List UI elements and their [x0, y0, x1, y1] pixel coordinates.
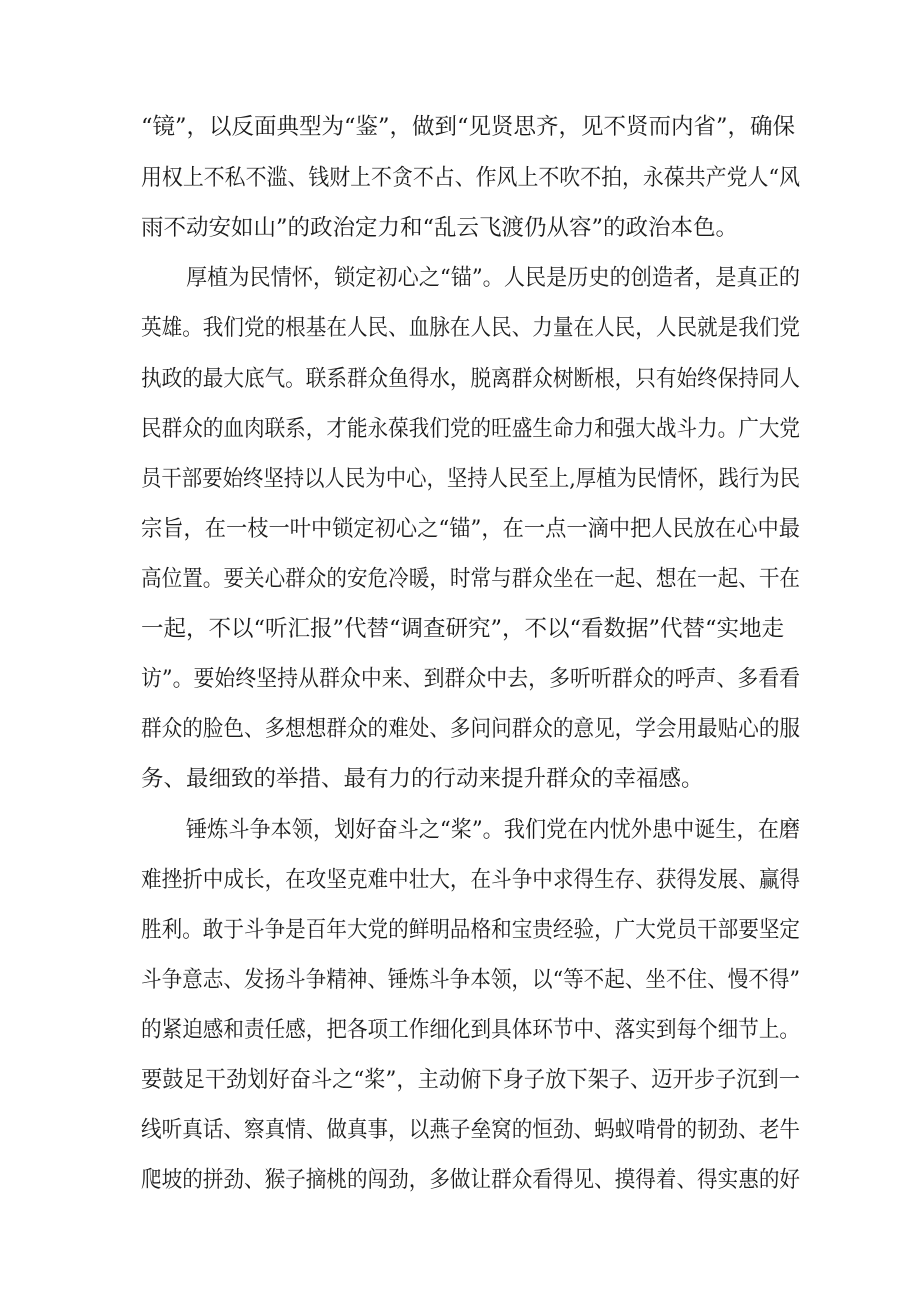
- line-text: 难挫折中成长，在攻坚克难中壮大，在斗争中求得生存、获得发展、赢得: [141, 867, 801, 893]
- line-text: “镜”，以反面典型为“鉴”，做到“见贤思齐，见不贤而内省”，确保: [141, 114, 796, 140]
- line-text: 宗旨，在一枝一叶中锁定初心之“锚”，在一点一滴中把人民放在心中最: [141, 516, 800, 542]
- line-text: 厚植为民情怀，锁定初心之“锚”。人民是历史的创造者，是真正的: [186, 265, 801, 291]
- line-text: 用权上不私不滥、钱财上不贪不占、作风上不吹不拍，永葆共产党人“风: [141, 165, 801, 191]
- line-text: 斗争意志、发扬斗争精神、锤炼斗争本领，以“等不起、坐不住、慢不得”: [141, 967, 800, 993]
- line-text: 员干部要始终坚持以人民为中心，坚持人民至上,厚植为民情怀，践行为民: [141, 466, 801, 492]
- line-text: 要鼓足干劲划好奋斗之“桨”，主动俯下身子放下架子、迈开步子沉到一: [141, 1067, 800, 1093]
- line-text: 执政的最大底气。联系群众鱼得水，脱离群众树断根，只有始终保持同人: [141, 366, 801, 392]
- line-text: 一起，不以“听汇报”代替“调查研究”，不以“看数据”代替“实地走: [141, 616, 785, 642]
- line-text: 高位置。要关心群众的安危冷暖，时常与群众坐在一起、想在一起、干在: [141, 566, 801, 592]
- line-text: 的紧迫感和责任感，把各项工作细化到具体环节中、落实到每个细节上。: [141, 1017, 801, 1043]
- line-text: 锤炼斗争本领，划好奋斗之“桨”。我们党在内忧外患中诞生，在磨: [186, 817, 801, 843]
- line-text: 民群众的血肉联系，才能永葆我们党的旺盛生命力和强大战斗力。广大党: [141, 416, 801, 442]
- line-text: 线听真话、察真情、做真事，以燕子垒窝的恒劲、蚂蚁啃骨的韧劲、老牛: [141, 1117, 801, 1143]
- line-text: 爬坡的拼劲、猴子摘桃的闯劲，多做让群众看得见、摸得着、得实惠的好: [141, 1167, 801, 1193]
- line-text: 胜利。敢于斗争是百年大党的鲜明品格和宝贵经验，广大党员干部要坚定: [141, 917, 801, 943]
- line-text: 群众的脸色、多想想群众的难处、多问问群众的意见，学会用最贴心的服: [141, 716, 801, 742]
- line-text: 访”。要始终坚持从群众中来、到群众中去，多听听群众的呼声、多看看: [141, 666, 801, 692]
- line-text: 雨不动安如山”的政治定力和“乱云飞渡仍从容”的政治本色。: [141, 215, 739, 241]
- line-text: 英雄。我们党的根基在人民、血脉在人民、力量在人民，人民就是我们党: [141, 315, 801, 341]
- line-text: 务、最细致的举措、最有力的行动来提升群众的幸福感。: [141, 766, 704, 792]
